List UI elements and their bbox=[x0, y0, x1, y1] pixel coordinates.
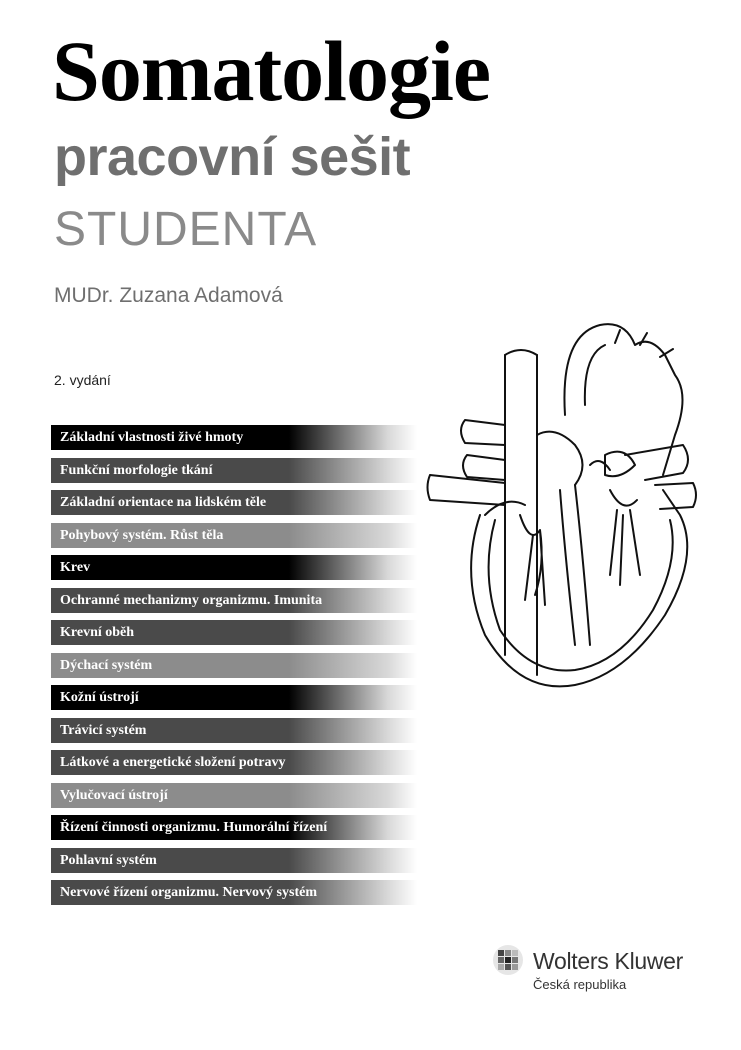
toc-item: Ochranné mechanizmy organizmu. Imunita bbox=[51, 588, 417, 613]
author-name: MUDr. Zuzana Adamová bbox=[54, 284, 283, 307]
toc-item: Řízení činnosti organizmu. Humorální řízení bbox=[51, 815, 417, 840]
edition-label: 2. vydání bbox=[54, 372, 111, 388]
toc-item: Krev bbox=[51, 555, 417, 580]
book-subtitle-audience: STUDENTA bbox=[54, 203, 318, 256]
publisher-country: Česká republika bbox=[533, 977, 627, 992]
table-of-contents bbox=[51, 425, 417, 913]
publisher-logo bbox=[492, 944, 722, 1004]
book-subtitle: pracovní sešit bbox=[54, 127, 411, 187]
toc-item: Trávicí systém bbox=[51, 718, 417, 743]
book-title: Somatologie bbox=[52, 23, 491, 119]
toc-item: Látkové a energetické složení potravy bbox=[51, 750, 417, 775]
toc-item: Krevní oběh bbox=[51, 620, 417, 645]
toc-item: Základní orientace na lidském těle bbox=[51, 490, 417, 515]
wolters-kluwer-logo-icon bbox=[492, 944, 524, 976]
toc-item: Pohybový systém. Růst těla bbox=[51, 523, 417, 548]
toc-item: Funkční morfologie tkání bbox=[51, 458, 417, 483]
toc-item: Vylučovací ústrojí bbox=[51, 783, 417, 808]
toc-item: Nervové řízení organizmu. Nervový systém bbox=[51, 880, 417, 905]
toc-item: Kožní ústrojí bbox=[51, 685, 417, 710]
publisher-name: Wolters Kluwer bbox=[533, 948, 684, 974]
heart-illustration bbox=[425, 315, 705, 715]
toc-item: Dýchací systém bbox=[51, 653, 417, 678]
toc-item: Základní vlastnosti živé hmoty bbox=[51, 425, 417, 450]
toc-item: Pohlavní systém bbox=[51, 848, 417, 873]
